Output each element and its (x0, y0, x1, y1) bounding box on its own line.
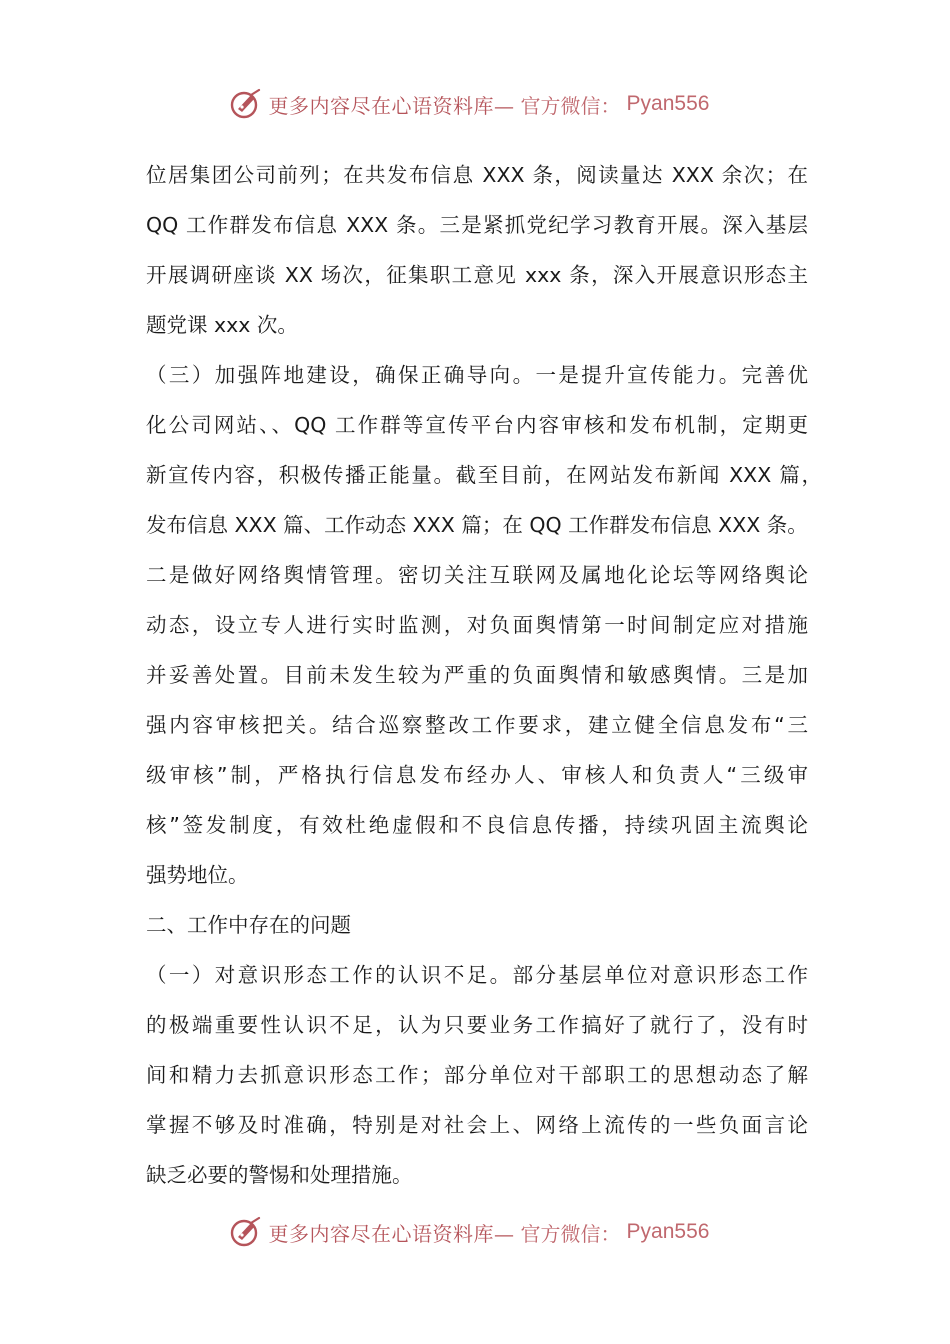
header-banner-text: 更多内容尽在心语资料库— (268, 93, 515, 118)
document-body (146, 150, 822, 1200)
text-line: 位居集团公司前列；在共发布信息 XXX 条，阅读量达 XXX 余次；在 (146, 163, 808, 187)
section-heading: 二、工作中存在的问题 (146, 913, 351, 937)
header-banner-content (229, 87, 710, 121)
text-line: 并妥善处置。目前未发生较为严重的负面舆情和敏感舆情。三是加 (146, 663, 808, 687)
text-line: 化公司网站、、QQ 工作群等宣传平台内容审核和发布机制，定期更 (146, 413, 808, 437)
text-line: （三）加强阵地建设，确保正确导向。一是提升宣传能力。完善优 (146, 363, 808, 387)
footer-banner-content (229, 1215, 710, 1249)
footer-wechat-label: 官方微信： (520, 1221, 621, 1246)
text-line: 的极端重要性认识不足，认为只要业务工作搞好了就行了，没有时 (146, 1013, 808, 1037)
text-line: 发布信息 XXX 篇、工作动态 XXX 篇；在 QQ 工作群发布信息 XXX 条。 (146, 513, 808, 537)
text-line: 二是做好网络舆情管理。密切关注互联网及属地化论坛等网络舆论 (146, 563, 808, 587)
pen-nib-circle-icon (229, 1215, 263, 1249)
footer-wechat-id: Pyan556 (626, 1220, 710, 1243)
text-line: 强势地位。 (146, 863, 249, 887)
text-line: 核”签发制度，有效杜绝虚假和不良信息传播，持续巩固主流舆论 (146, 813, 808, 837)
text-line: 强内容审核把关。结合巡察整改工作要求，建立健全信息发布“三 (146, 713, 808, 737)
text-line: 开展调研座谈 XX 场次，征集职工意见 xxx 条，深入开展意识形态主 (146, 263, 808, 287)
footer-banner (0, 1210, 950, 1254)
footer-banner-text: 更多内容尽在心语资料库— (268, 1221, 515, 1246)
text-line: 掌握不够及时准确，特别是对社会上、网络上流传的一些负面言论 (146, 1113, 808, 1137)
header-wechat-id: Pyan556 (626, 92, 710, 115)
header-banner (0, 82, 950, 126)
pen-nib-circle-icon (229, 87, 263, 121)
text-line: 新宣传内容，积极传播正能量。截至目前，在网站发布新闻 XXX 篇， (146, 463, 822, 487)
text-line: 题党课 xxx 次。 (146, 313, 298, 337)
text-line: QQ 工作群发布信息 XXX 条。三是紧抓党纪学习教育开展。深入基层 (146, 213, 808, 237)
text-line: 级审核”制，严格执行信息发布经办人、审核人和负责人“三级审 (146, 763, 808, 787)
text-line: 间和精力去抓意识形态工作；部分单位对干部职工的思想动态了解 (146, 1063, 808, 1087)
text-line: 动态，设立专人进行实时监测，对负面舆情第一时间制定应对措施 (146, 613, 808, 637)
text-line: （一）对意识形态工作的认识不足。部分基层单位对意识形态工作 (146, 963, 808, 987)
header-wechat-label: 官方微信： (520, 93, 621, 118)
text-line: 缺乏必要的警惕和处理措施。 (146, 1163, 413, 1187)
